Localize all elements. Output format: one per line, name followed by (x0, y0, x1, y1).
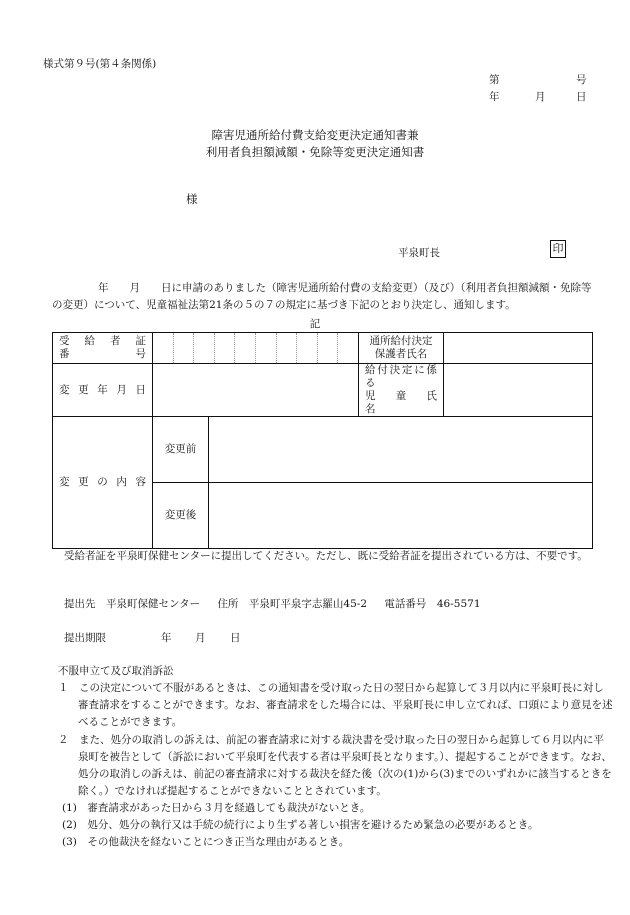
issuer-name: 平泉町長 (398, 247, 440, 259)
deadline-day: 日 (230, 632, 241, 644)
addressee-suffix: 様 (186, 192, 198, 206)
appeal-item-1: １ この決定について不服があるときは、この通知書を受け取った日の翌日から起算して３月以内に平泉町長に対し審査請求をすることができます。なお、審査請求をした場合には、平泉町長に申し立てれば、口頭により意見を述べることができます。 (58, 682, 613, 728)
ki-marker: 記 (309, 318, 321, 330)
guardian-name-field[interactable] (444, 333, 593, 364)
deadline-month: 月 (195, 632, 206, 644)
destination-address: 住所 平泉町平泉字志羅山45-2 (217, 598, 368, 610)
form-number: 様式第９号(第４条関係) (43, 58, 157, 70)
after-change-field[interactable] (209, 483, 593, 549)
appeal-item-2: ２ また、処分の取消しの訴えは、前記の審査請求に対する裁決書を受け取った日の翌日から起算して６月以内に平泉町を被告として（訴訟において平泉町を代表する者は平泉町長となります。）、提起することができます。なお、処分の取消しの訴えは、前記の審査請求に対する裁決を経た後（次の(1)から(3)までのいずれかに該当するときを除く。）でなければ提起することができないこととされています。 (58, 734, 612, 797)
submission-destination (64, 596, 495, 611)
appeal-subitem-1: (1) 審査請求があった日から３月を経過しても裁決がないとき。 (62, 802, 371, 814)
destination-phone: 電話番号 46-5571 (384, 598, 481, 610)
after-change-label: 変更後 (153, 483, 209, 549)
decision-table (52, 332, 593, 549)
seal-stamp: 印 (550, 240, 566, 258)
change-date-label: 変更年月日 (53, 364, 153, 417)
before-change-label: 変更前 (153, 417, 209, 483)
deadline-label: 提出期限 (64, 632, 106, 644)
recipient-number-label: 受 給 者 証 番 号 (53, 333, 153, 364)
issue-date-day: 日 (576, 91, 587, 103)
issue-date-month: 月 (535, 91, 546, 103)
guardian-name-label: 通所給付決定 保護者氏名 (359, 333, 444, 364)
notification-body: 年 月 日に申請のありました（障害児通所給付費の支給変更）（及び）（利用者負担額減額・免除等の変更）について、児童福祉法第21条の５の７の規定に基づき下記のとおり決定し、通知します。 (52, 282, 592, 311)
child-name-label: 給付決定に係る 児 童 氏 名 (359, 364, 444, 417)
appeal-subitem-2: (2) 処分、処分の執行又は手続の続行により生ずる著しい損害を避けるため緊急の必要があるとき。 (62, 819, 539, 831)
document-number-dai: 第 (489, 74, 500, 86)
issue-date-year: 年 (489, 91, 500, 103)
document-number-go: 号 (576, 74, 587, 86)
destination-label: 提出先 平泉町保健センター (64, 598, 201, 610)
recipient-number-cells[interactable] (153, 333, 359, 364)
change-content-label: 変更の内容 (53, 417, 153, 549)
appeal-heading: 不服申立て及び取消訴訟 (58, 665, 174, 677)
appeal-subitem-3: (3) その他裁決を経ないことにつき正当な理由があるとき。 (62, 836, 350, 848)
document-title-line2: 利用者負担額減額・免除等変更決定通知書 (205, 145, 425, 159)
change-date-field[interactable] (153, 364, 359, 417)
submission-note: 受給者証を平泉町保健センターに提出してください。ただし、既に受給者証を提出されている方は、不要です。 (64, 550, 588, 562)
child-name-field[interactable] (444, 364, 593, 417)
before-change-field[interactable] (209, 417, 593, 483)
deadline-year: 年 (161, 632, 172, 644)
document-title-line1: 障害児通所給付費支給変更決定通知書兼 (211, 128, 419, 142)
